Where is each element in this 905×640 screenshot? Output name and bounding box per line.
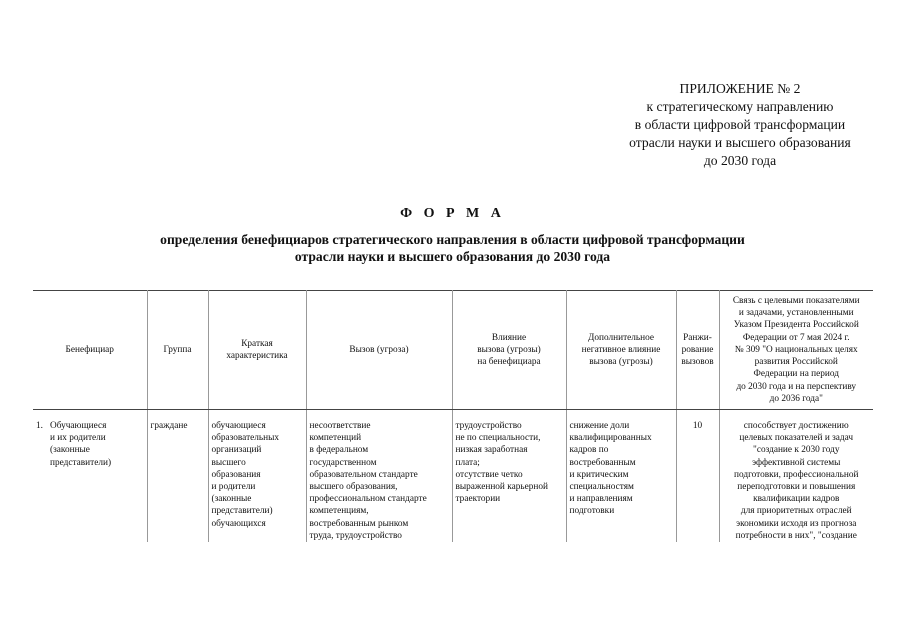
- text-line: снижение доли: [569, 421, 630, 431]
- header-challenge: [306, 291, 452, 410]
- text-line: Бенефициар: [65, 344, 114, 355]
- cell-challenge: [306, 410, 452, 543]
- text-line: и критическим: [569, 469, 629, 480]
- text-line: высшего образования,: [309, 482, 398, 493]
- text-line: ПРИЛОЖЕНИЕ № 2: [679, 81, 801, 96]
- text-line: (законные: [50, 445, 90, 456]
- header-characteristic: [208, 291, 306, 410]
- text-line: представители): [50, 457, 112, 468]
- text-line: потребности в них", "создание: [735, 530, 857, 541]
- text-line: и их родители: [50, 433, 106, 444]
- header-impact: [452, 291, 566, 410]
- form-subtitle: [0, 231, 905, 265]
- cell-group: [147, 410, 208, 543]
- text-line: профессиональном стандарте: [309, 494, 427, 505]
- text-line: вызова (угрозы): [589, 357, 653, 368]
- text-line: подготовки: [569, 506, 615, 517]
- text-line: обучающиеся: [211, 421, 266, 431]
- text-line: негативное влияние: [581, 344, 661, 355]
- text-line: не по специальности,: [455, 433, 541, 444]
- text-line: квалифицированных: [569, 433, 652, 444]
- text-line: Краткая: [241, 338, 273, 349]
- text-line: образования: [211, 469, 261, 480]
- table-header-row: [33, 291, 873, 410]
- text-line: Связь с целевыми показателями: [732, 296, 860, 307]
- text-line: № 309 "О национальных целях: [734, 344, 858, 355]
- text-line: Группа: [163, 344, 192, 355]
- header-additional-impact: [566, 291, 676, 410]
- text-line: вызовов: [681, 357, 714, 368]
- text-line: образовательном стандарте: [309, 469, 418, 480]
- text-line: востребованным рынком: [309, 518, 409, 529]
- text-line: обучающихся: [211, 518, 266, 529]
- text-line: на бенефициара: [477, 357, 541, 368]
- text-line: вызова (угрозы): [477, 344, 541, 355]
- text-line: специальностям: [569, 482, 634, 493]
- text-line: несоответствие: [309, 421, 371, 431]
- text-line: эффективной системы: [752, 457, 841, 468]
- text-line: и родители: [211, 482, 256, 493]
- cell-ranking: [676, 410, 719, 543]
- text-line: плата;: [455, 457, 480, 468]
- header-link-to-targets: [719, 291, 873, 410]
- text-line: "создание к 2030 году: [753, 445, 840, 456]
- text-line: и направлениям: [569, 494, 633, 505]
- text-line: переподготовки и повышения: [737, 482, 856, 493]
- text-line: и задачами, установленными: [738, 308, 854, 319]
- text-line: Федерации на период: [753, 369, 839, 380]
- text-line: Дополнительное: [587, 332, 654, 343]
- text-line: до 2036 года": [769, 393, 823, 404]
- table-row: [33, 410, 873, 543]
- cell-characteristic: [208, 410, 306, 543]
- text-line: выраженной карьерной: [455, 482, 549, 493]
- appendix-header: [590, 80, 890, 170]
- text-line: подготовки, профессиональной: [733, 469, 859, 480]
- text-line: экономики исходя из прогноза: [736, 518, 857, 529]
- header-beneficiary: [33, 291, 147, 410]
- text-line: в области цифровой трансформации: [634, 117, 846, 132]
- row-number: 1.: [36, 421, 43, 431]
- text-line: до 2030 года: [703, 153, 777, 168]
- text-line: характеристика: [226, 351, 288, 361]
- text-line: квалификации кадров: [753, 494, 840, 505]
- header-group: [147, 291, 208, 410]
- text-line: (законные: [211, 494, 252, 505]
- text-line: для приоритетных отраслей: [740, 506, 852, 517]
- text-line: Вызов (угроза): [349, 344, 409, 355]
- text-line: образовательных: [211, 433, 280, 444]
- text-line: к стратегическому направлению: [646, 99, 834, 114]
- text-line: Обучающиеся: [50, 421, 107, 431]
- beneficiary-table: [33, 290, 873, 542]
- text-line: отсутствие четко: [455, 469, 523, 480]
- text-line: в федеральном: [309, 445, 369, 456]
- text-line: 10: [692, 421, 703, 431]
- text-line: до 2030 года и на перспективу: [736, 381, 857, 392]
- text-line: низкая заработная: [455, 445, 528, 456]
- text-line: Влияние: [491, 332, 527, 343]
- text-line: целевых показателей и задач: [739, 433, 854, 444]
- form-title: Ф О Р М А: [400, 206, 505, 221]
- text-line: востребованным: [569, 457, 636, 468]
- text-line: государственном: [309, 457, 377, 468]
- text-line: высшего: [211, 457, 246, 468]
- cell-impact: [452, 410, 566, 543]
- cell-additional-impact: [566, 410, 676, 543]
- text-line: организаций: [211, 445, 262, 456]
- text-line: представители): [211, 506, 273, 517]
- text-line: граждане: [150, 421, 188, 431]
- text-line: способствует достижению: [743, 421, 849, 431]
- text-line: компетенций: [309, 433, 362, 444]
- text-line: Федерации от 7 мая 2024 г.: [742, 332, 850, 343]
- text-line: отрасли науки и высшего образования до 2030 года: [294, 249, 611, 264]
- text-line: труда, трудоустройство: [309, 530, 402, 541]
- text-line: отрасли науки и высшего образования: [629, 135, 851, 150]
- text-line: Ранжи-: [683, 332, 712, 343]
- beneficiary-text: [50, 420, 111, 469]
- cell-beneficiary: [33, 410, 147, 543]
- text-line: кадров по: [569, 445, 609, 456]
- text-line: рование: [681, 344, 714, 355]
- text-line: трудоустройство: [455, 421, 522, 431]
- text-line: определения бенефициаров стратегического направления в области цифровой трансформации: [160, 232, 745, 247]
- text-line: развития Российской: [754, 357, 838, 368]
- cell-link-to-targets: [719, 410, 873, 543]
- text-line: Указом Президента Российской: [733, 320, 859, 331]
- text-line: компетенциям,: [309, 506, 369, 517]
- header-ranking: [676, 291, 719, 410]
- text-line: траектории: [455, 494, 501, 505]
